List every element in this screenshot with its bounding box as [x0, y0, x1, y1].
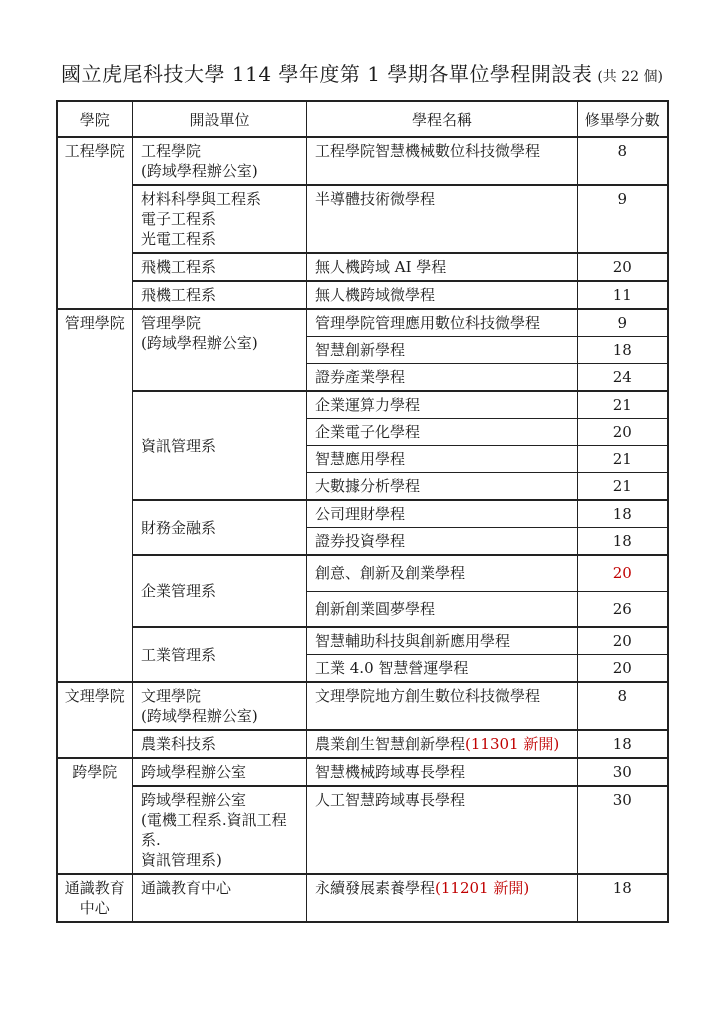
- college-line: 文理學院: [64, 687, 125, 705]
- credits-cell: 9: [578, 185, 668, 253]
- credits-cell: 30: [578, 758, 668, 786]
- program-name-cell: [307, 337, 578, 364]
- table-row: [57, 682, 668, 730]
- program-name: 大數據分析學程: [315, 477, 421, 495]
- college-line: 中心: [79, 899, 110, 917]
- offering-unit-line: 文理學院: [141, 687, 202, 705]
- offering-unit-line: 資訊管理系): [141, 851, 222, 869]
- offering-unit-line: 企業管理系: [141, 582, 217, 600]
- program-name-cell: [307, 730, 578, 758]
- offering-unit-line: 管理學院: [141, 314, 202, 332]
- credits-cell: 18: [578, 730, 668, 758]
- program-name: 管理學院管理應用數位科技微學程: [315, 314, 541, 332]
- college-line: 通識教育: [64, 879, 125, 897]
- offering-unit-line: 電子工程系: [141, 210, 217, 228]
- college-cell: [57, 309, 133, 682]
- offering-unit-cell: [133, 682, 307, 730]
- offering-unit-cell: [133, 627, 307, 682]
- table-header: [57, 101, 668, 137]
- credits-cell: 30: [578, 786, 668, 874]
- program-name-cell: [307, 682, 578, 730]
- table-row: [57, 137, 668, 185]
- offering-unit-cell: [133, 730, 307, 758]
- credits-cell: 8: [578, 137, 668, 185]
- program-name-cell: [307, 874, 578, 922]
- offering-unit-line: (跨域學程辦公室): [141, 334, 258, 352]
- program-name: 公司理財學程: [315, 505, 406, 523]
- offering-unit-cell: [133, 137, 307, 185]
- offering-unit-line: 財務金融系: [141, 518, 217, 537]
- credits-cell: 8: [578, 682, 668, 730]
- program-name: 企業電子化學程: [315, 423, 421, 441]
- program-name-cell: [307, 364, 578, 392]
- program-name: 智慧創新學程: [315, 341, 406, 359]
- college-cell: [57, 682, 133, 758]
- program-name-cell: [307, 500, 578, 528]
- program-name: 工業 4.0 智慧營運學程: [315, 659, 469, 677]
- offering-unit-line: 材料科學與工程系: [141, 190, 262, 208]
- program-name-cell: [307, 627, 578, 655]
- table-row: [57, 627, 668, 655]
- table-row: [57, 500, 668, 528]
- credits-cell: 21: [578, 391, 668, 419]
- college-line: 管理學院: [64, 314, 125, 332]
- document-title: [0, 0, 724, 87]
- table-row: [57, 253, 668, 281]
- program-name: 永續發展素養學程: [315, 879, 436, 897]
- program-name-cell: [307, 655, 578, 683]
- table-row: [57, 281, 668, 309]
- program-name: 企業運算力學程: [315, 396, 421, 414]
- program-name: 智慧輔助科技與創新應用學程: [315, 632, 511, 650]
- offering-unit-line: (跨域學程辦公室): [141, 707, 258, 725]
- offering-unit-line: 工業管理系: [141, 645, 217, 664]
- program-table: [56, 100, 669, 923]
- program-new-note: (11201 新開): [435, 879, 530, 897]
- offering-unit-cell: [133, 500, 307, 555]
- program-name: 證券投資學程: [315, 532, 406, 550]
- program-name: 創意、創新及創業學程: [315, 564, 466, 583]
- offering-unit-cell: [133, 786, 307, 874]
- credits-cell: 24: [578, 364, 668, 392]
- credits-cell: 18: [578, 874, 668, 922]
- offering-unit-cell: [133, 309, 307, 391]
- credits-cell: 21: [578, 473, 668, 501]
- offering-unit-cell: [133, 281, 307, 309]
- table-header-row: [57, 101, 668, 137]
- table-row: [57, 309, 668, 337]
- offering-unit-line: 跨域學程辦公室: [141, 763, 247, 781]
- col-header-program-name: 學程名稱: [307, 101, 578, 137]
- offering-unit-line: 通識教育中心: [141, 879, 232, 897]
- offering-unit-line: 飛機工程系: [141, 286, 217, 304]
- program-name: 工程學院智慧機械數位科技微學程: [315, 142, 541, 160]
- table-row: [57, 758, 668, 786]
- program-new-note: (11301 新開): [465, 735, 560, 753]
- program-name-cell: [307, 419, 578, 446]
- program-name-cell: [307, 473, 578, 501]
- program-name: 創新創業圓夢學程: [315, 599, 436, 618]
- offering-unit-cell: [133, 253, 307, 281]
- program-name: 半導體技術微學程: [315, 190, 436, 208]
- table-body: [57, 137, 668, 922]
- college-cell: [57, 758, 133, 874]
- offering-unit-cell: [133, 555, 307, 627]
- program-name: 智慧機械跨域專長學程: [315, 763, 466, 781]
- credits-cell: 20: [578, 555, 668, 591]
- program-name: 無人機跨域微學程: [315, 286, 436, 304]
- table-row: [57, 730, 668, 758]
- college-cell: [57, 874, 133, 922]
- credits-cell: 18: [578, 337, 668, 364]
- program-name: 農業創生智慧創新學程: [315, 735, 466, 753]
- program-name: 證券產業學程: [315, 368, 406, 386]
- offering-unit-line: 農業科技系: [141, 735, 217, 753]
- offering-unit-line: 資訊管理系: [141, 436, 217, 455]
- program-name-cell: [307, 591, 578, 627]
- document-title-text: 國立虎尾科技大學 114 學年度第 1 學期各單位學程開設表: [61, 62, 593, 86]
- credits-cell: 20: [578, 419, 668, 446]
- credits-cell: 20: [578, 655, 668, 683]
- table-row: [57, 555, 668, 591]
- table-row: [57, 391, 668, 419]
- col-header-college: 學院: [57, 101, 133, 137]
- credits-cell: 11: [578, 281, 668, 309]
- college-line: 工程學院: [64, 142, 125, 160]
- offering-unit-line: 飛機工程系: [141, 258, 217, 276]
- program-name-cell: [307, 555, 578, 591]
- credits-cell: 20: [578, 253, 668, 281]
- program-name: 文理學院地方創生數位科技微學程: [315, 687, 541, 705]
- offering-unit-cell: [133, 874, 307, 922]
- offering-unit-line: (電機工程系.資訊工程系.: [141, 811, 287, 849]
- program-name-cell: [307, 758, 578, 786]
- program-name-cell: [307, 528, 578, 556]
- offering-unit-line: 跨域學程辦公室: [141, 791, 247, 809]
- table-row: [57, 786, 668, 874]
- program-name-cell: [307, 185, 578, 253]
- offering-unit-line: 工程學院: [141, 142, 202, 160]
- credits-cell: 18: [578, 528, 668, 556]
- offering-unit-line: (跨域學程辦公室): [141, 162, 258, 180]
- table-row: [57, 874, 668, 922]
- college-cell: [57, 137, 133, 309]
- offering-unit-cell: [133, 391, 307, 500]
- credits-cell: 26: [578, 591, 668, 627]
- offering-unit-cell: [133, 185, 307, 253]
- program-name: 智慧應用學程: [315, 450, 406, 468]
- col-header-offering-unit: 開設單位: [133, 101, 307, 137]
- document-title-count-note: (共 22 個): [597, 69, 663, 85]
- program-name-cell: [307, 391, 578, 419]
- credits-cell: 21: [578, 446, 668, 473]
- credits-cell: 20: [578, 627, 668, 655]
- program-name-cell: [307, 309, 578, 337]
- table-row: [57, 185, 668, 253]
- program-name-cell: [307, 446, 578, 473]
- program-name-cell: [307, 253, 578, 281]
- col-header-graduation-credits: 修畢學分數: [578, 101, 668, 137]
- program-name: 人工智慧跨域專長學程: [315, 791, 466, 809]
- program-name-cell: [307, 786, 578, 874]
- credits-cell: 18: [578, 500, 668, 528]
- college-line: 跨學院: [72, 763, 118, 781]
- program-name: 無人機跨域 AI 學程: [315, 258, 447, 276]
- credits-cell: 9: [578, 309, 668, 337]
- offering-unit-line: 光電工程系: [141, 230, 217, 248]
- program-name-cell: [307, 137, 578, 185]
- program-name-cell: [307, 281, 578, 309]
- offering-unit-cell: [133, 758, 307, 786]
